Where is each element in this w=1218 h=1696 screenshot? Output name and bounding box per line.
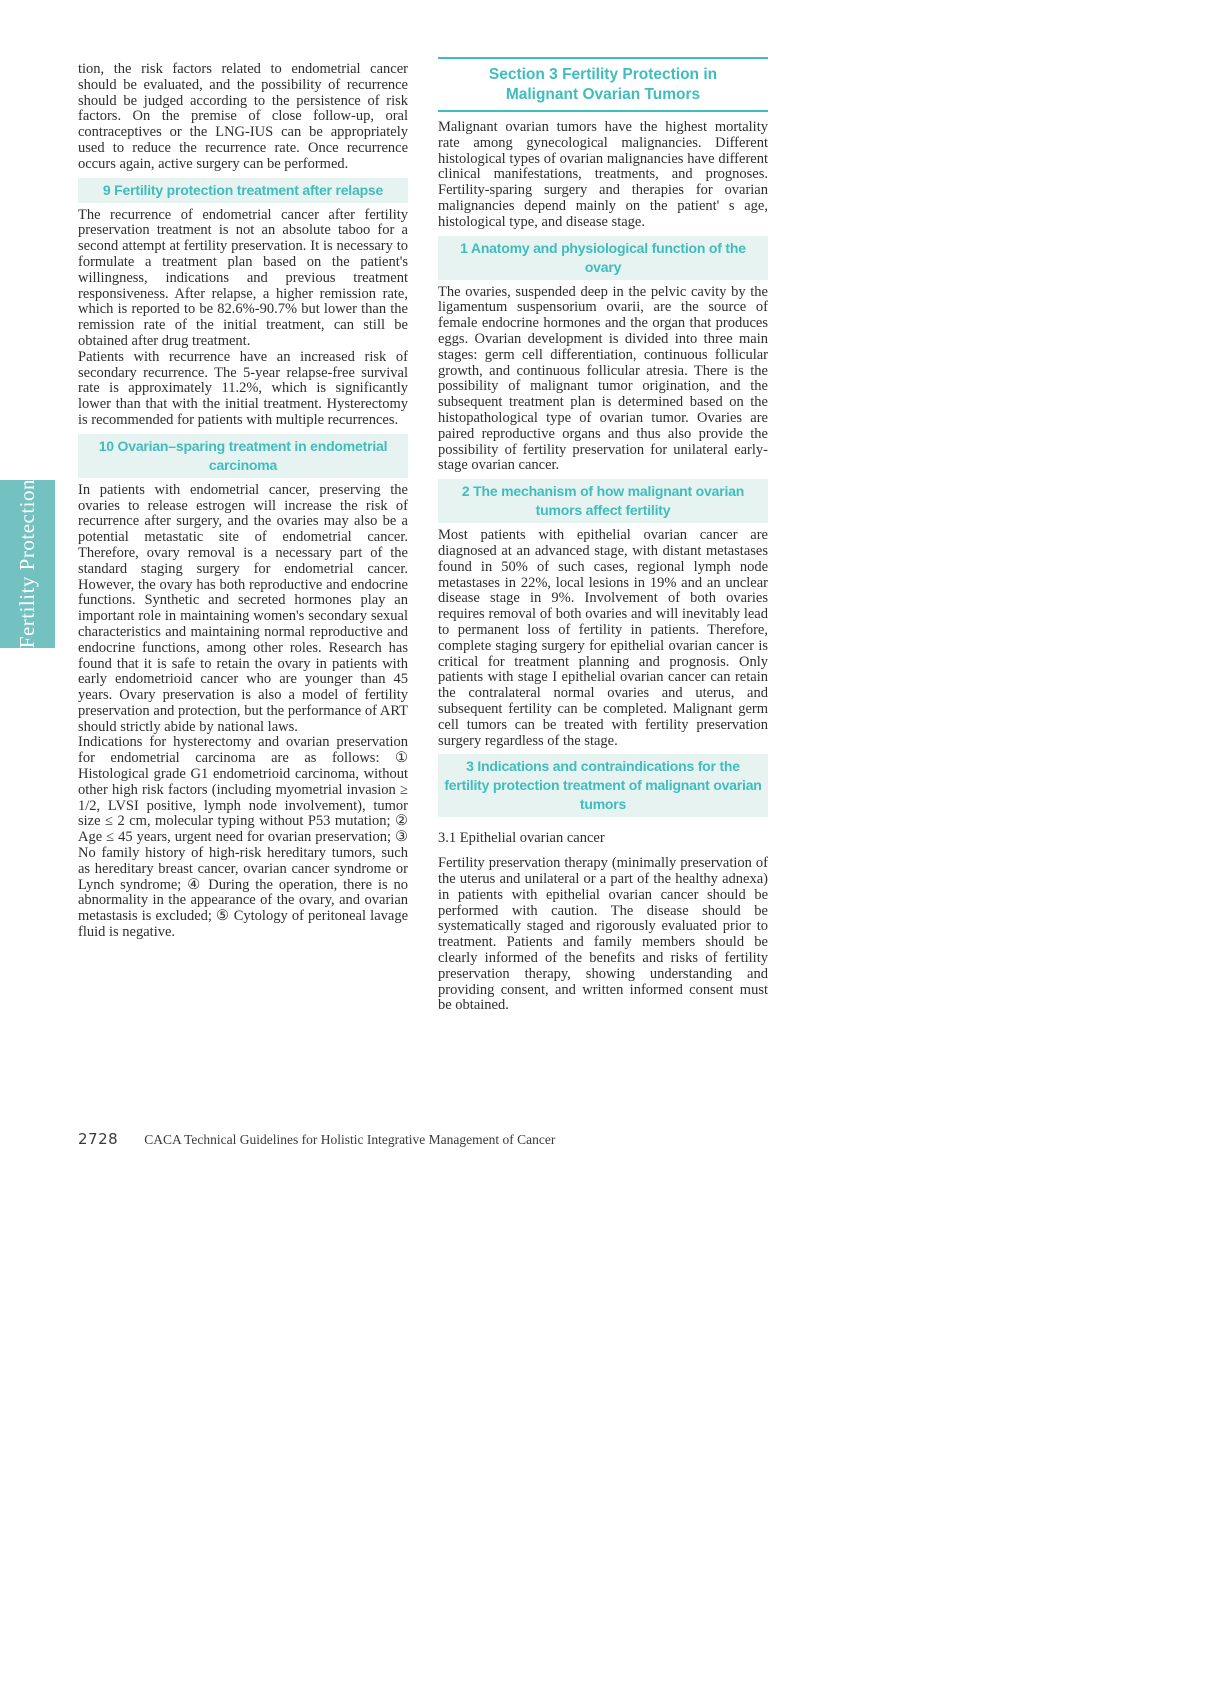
body-paragraph-ovary-preservation: In patients with endometrial cancer, preserving the ovaries to release estrogen will increase the risk of recurrence after surgery, and the ovaries may also be a potential metastatic site of endometrial cancer. Therefore, ovary removal is a necessary part of the standard staging surgery for endometrial cancer. However, the ovary has both reproductive and endocrine functions. Synthetic and secreted hormones play an important role in maintaining women's secondary sexual characteristics and maintaining normal reproductive and endocrine functions, among other roles. Research has found that it is safe to retain the ovary in patients with early endometrioid cancer who are younger than 45 years. Ovary preservation is also a model of fertility preservation and protection, but the performance of ART should strictly abide by national laws. [78, 481, 408, 735]
subheading-3-1-epithelial-ovarian-cancer: 3.1 Epithelial ovarian cancer [438, 830, 605, 847]
body-paragraph-ovary-anatomy: The ovaries, suspended deep in the pelvic cavity by the ligamentum suspensorium ovarii, are the source of female endocrine hormones and the organ that produces eggs. Ovarian development is divided into three main stages: germ cell differentiation, continuous follicular growth, and continuous follicular atresia. There is the possibility of malignant tumor origination, and the subsequent treatment plan is determined based on the histopathological type of ovarian tumor. Ovaries are paired reproductive organs and thus also provide the possibility of fertility preservation for unilateral early-stage ovarian cancer. [438, 283, 768, 474]
heading-10-ovarian-sparing-treatment: 10 Ovarian–sparing treatment in endometrial carcinoma [78, 434, 408, 478]
left-column [78, 62, 408, 941]
section-3-heading-line2: Malignant Ovarian Tumors [505, 86, 701, 103]
body-paragraph-secondary-recurrence: Patients with recurrence have an increased risk of secondary recurrence. The 5-year relapse-free survival rate is approximately 11.2%, which is significantly lower than that with the initial treatment. Hysterectomy is recommended for patients with multiple recurrences. [78, 348, 408, 428]
footer-title: CACA Technical Guidelines for Holistic Integrative Management of Cancer [144, 1132, 556, 1147]
body-paragraph-fertility-preservation-therapy: Fertility preservation therapy (minimally preservation of the uterus and unilateral or a part of the healthy adnexa) in patients with epithelial ovarian cancer should be performed with caution. The disease should be systematically staged and rigorously evaluated prior to treatment. Patients and family members should be clearly informed of the benefits and risks of fertility preservation therapy, showing understanding and providing consent, and written informed consent must be obtained. [438, 855, 768, 1014]
heading-9-fertility-protection-after-relapse: 9 Fertility protection treatment after relapse [78, 178, 408, 203]
heading-2-mechanism-fertility: 2 The mechanism of how malignant ovarian tumors affect fertility [438, 479, 768, 523]
section-3-heading [438, 57, 768, 112]
sidebar-tab [0, 480, 55, 648]
body-paragraph-malignant-ovarian-intro: Malignant ovarian tumors have the highest mortality rate among gynecological malignancies. Different histological types of ovarian malignancies have different clinical manifestations, treatments, and prognoses. Fertility-sparing surgery and therapies for ovarian malignancies depend mainly on the patient' s age, histological type, and disease stage. [438, 119, 768, 230]
page-footer [78, 1130, 555, 1148]
body-paragraph-recurrence-risk: tion, the risk factors related to endometrial cancer should be evaluated, and the possibility of recurrence should be judged according to the persistence of risk factors. On the premise of close follow-up, oral contraceptives or the LNG-IUS can be appropriately used to reduce the recurrence rate. Once recurrence occurs again, active surgery can be performed. [78, 61, 408, 172]
sidebar-tab-label: Fertility Protection [15, 479, 39, 649]
right-column [438, 57, 768, 1014]
body-paragraph-indications-list: Indications for hysterectomy and ovarian preservation for endometrial carcinoma are as follows: ① Histological grade G1 endometrioid carcinoma, without other high risk factors (including myometrial invasion ≥ 1/2, LVSI positive, lymph node involvement), tumor size ≤ 2 cm, molecular typing without P53 mutation; ② Age ≤ 45 years, urgent need for ovarian preservation; ③ No family history of high-risk hereditary tumors, such as hereditary breast cancer, ovarian cancer syndrome or Lynch syndrome; ④ During the operation, there is no abnormality in the appearance of the ovary, and ovarian metastasis is excluded; ⑤ Cytology of peritoneal lavage fluid is negative. [78, 734, 408, 941]
body-paragraph-epithelial-staging: Most patients with epithelial ovarian cancer are diagnosed at an advanced stage, with distant metastases found in 50% of such cases, regional lymph node metastases in 22%, local lesions in 19% and an unclear disease stage in 9%. Involvement of both ovaries requires removal of both ovaries and will inevitably lead to permanent loss of fertility in patients. Therefore, complete staging surgery for epithelial ovarian cancer is critical for treatment planning and prognosis. Only patients with stage I epithelial ovarian cancer can retain the contralateral normal ovaries and uterus, and subsequent fertility can be completed. Malignant germ cell tumors can be treated with fertility preservation surgery regardless of the stage. [438, 527, 768, 749]
section-3-heading-line1: Section 3 Fertility Protection in [488, 66, 718, 83]
page-number: 2728 [78, 1130, 119, 1148]
heading-1-anatomy-physiology: 1 Anatomy and physiological function of the ovary [438, 236, 768, 280]
heading-3-indications-contraindications: 3 Indications and contraindications for the fertility protection treatment of malignant ovarian tumors [438, 754, 768, 817]
body-paragraph-relapse-treatment: The recurrence of endometrial cancer after fertility preservation treatment is not an absolute taboo for a second attempt at fertility preservation. It is necessary to formulate a treatment plan based on the patient's willingness, indications and previous treatment responsiveness. After relapse, a higher remission rate, which is reported to be 82.6%-90.7% but lower than the remission rate of the initial treatment, can still be obtained after drug treatment. [78, 206, 408, 349]
